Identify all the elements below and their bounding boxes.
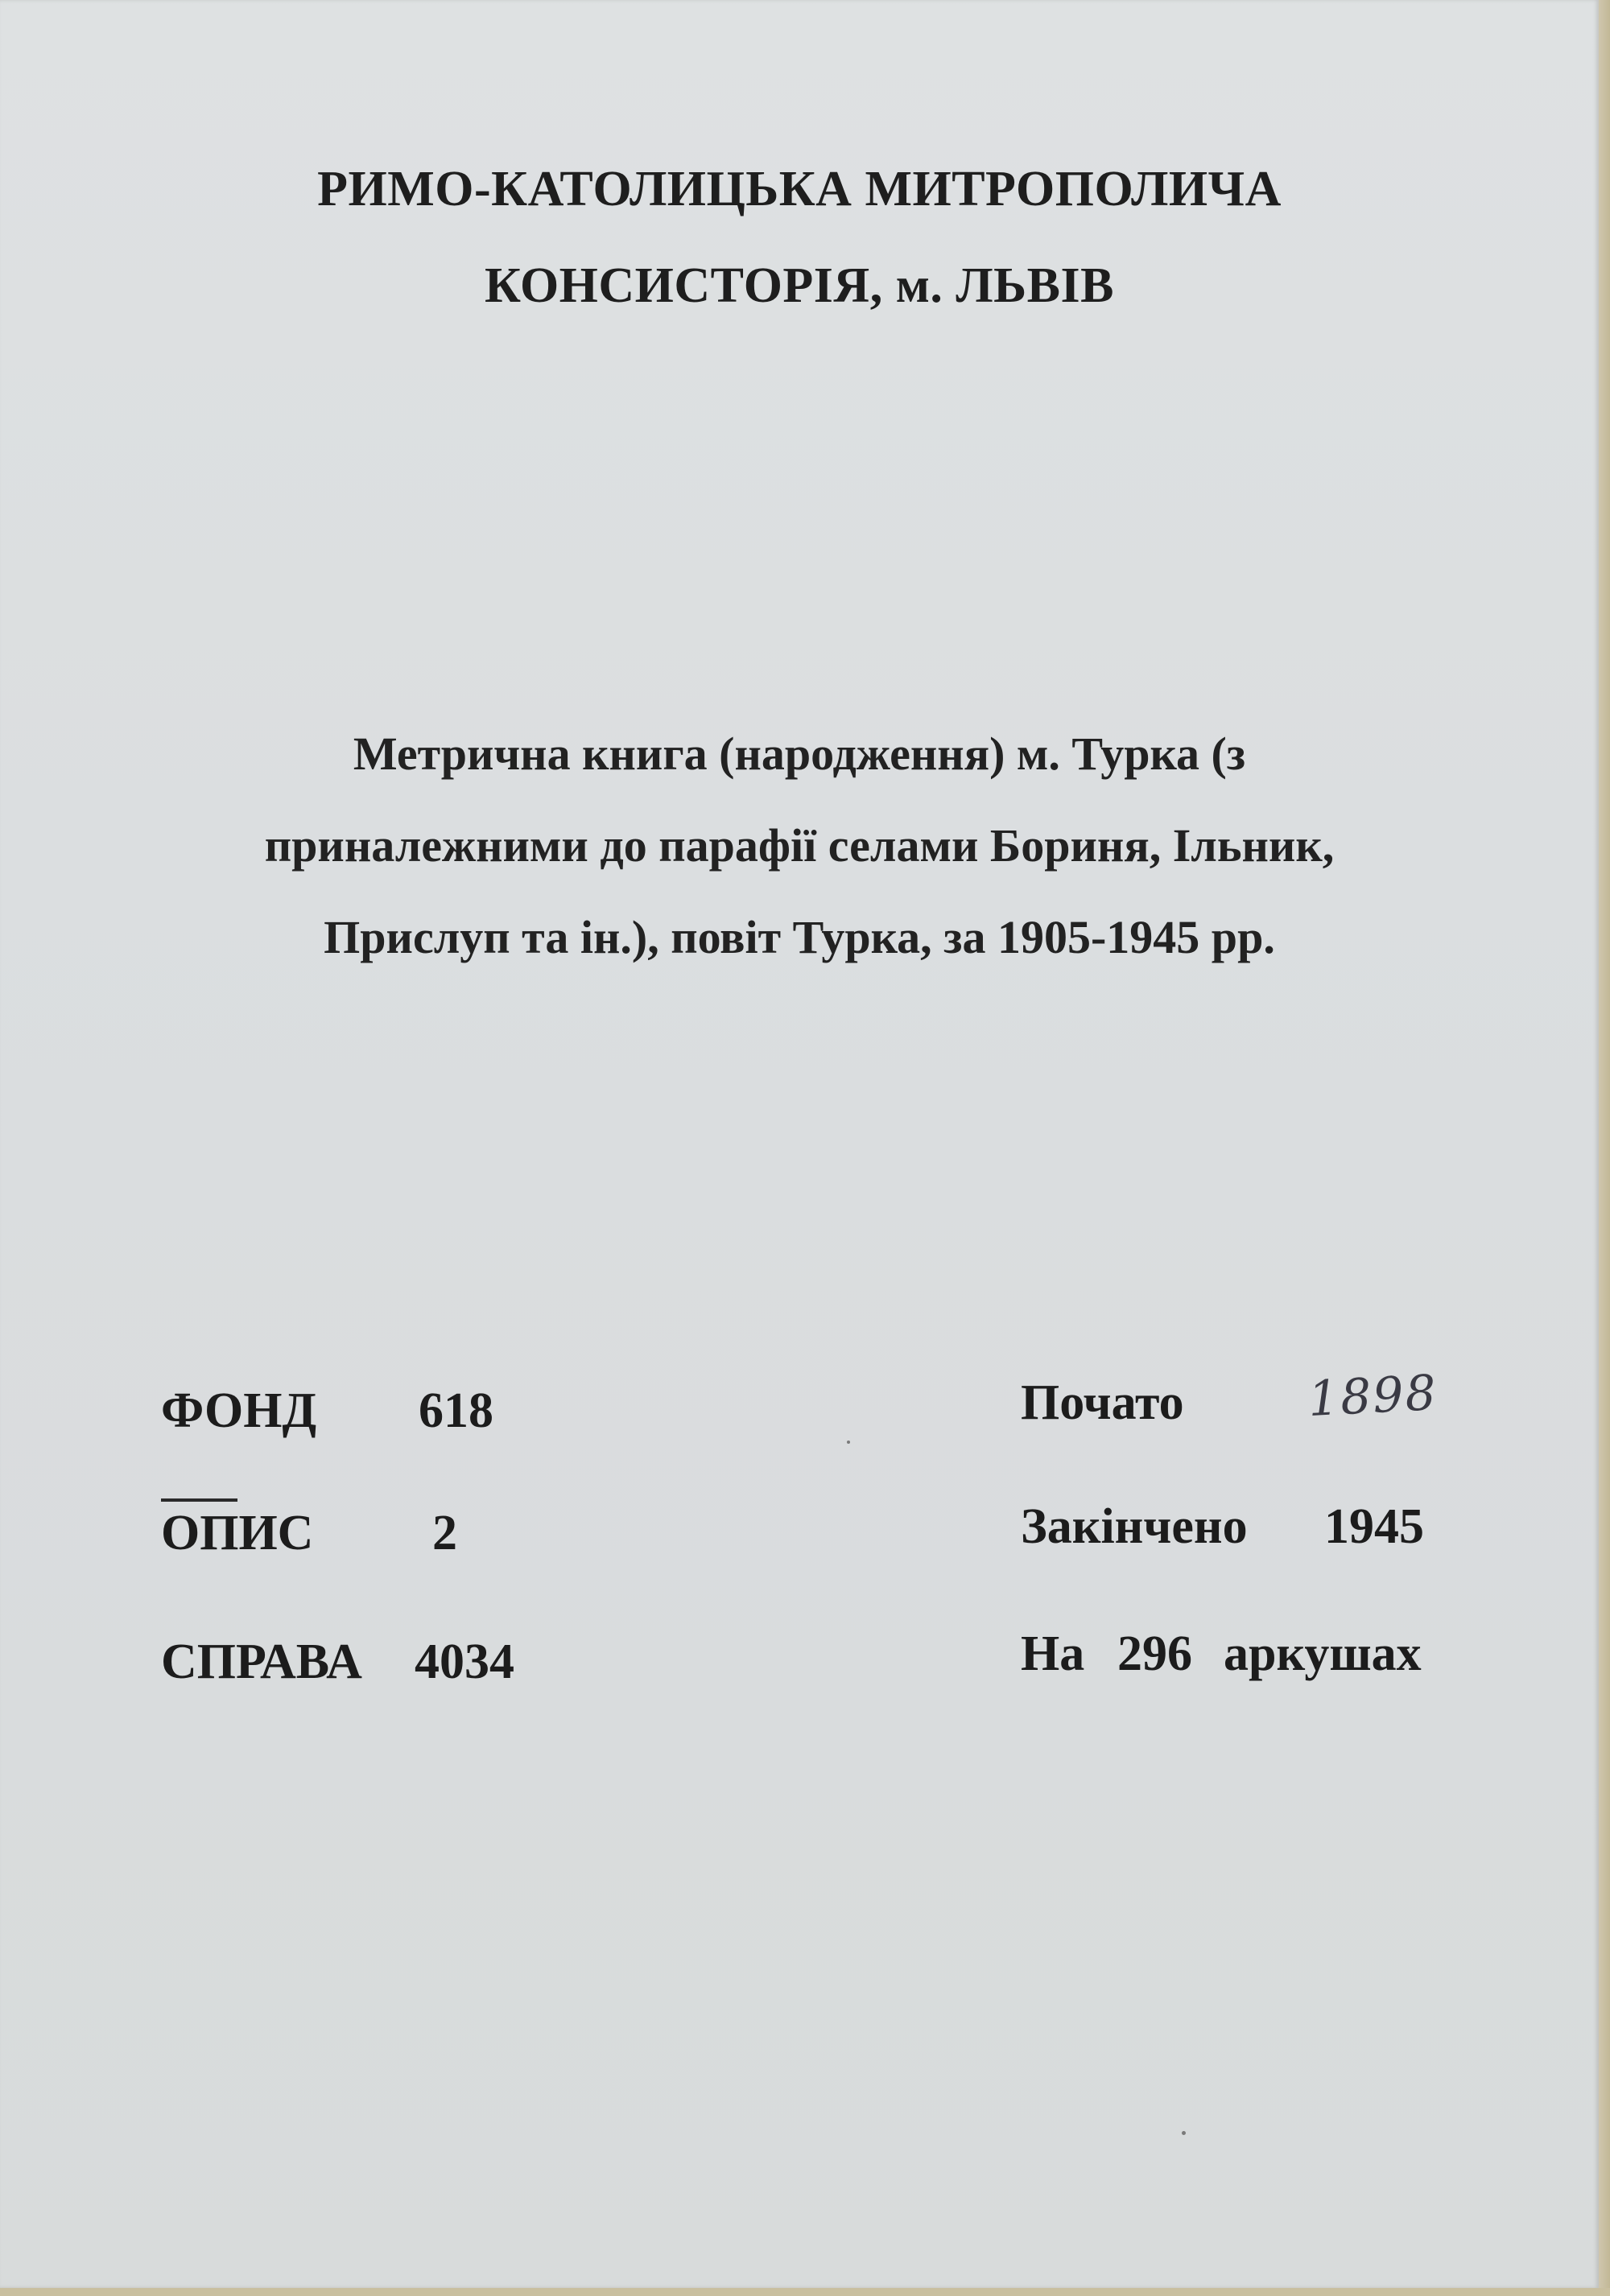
fond-label: ФОНД	[161, 1383, 317, 1438]
archive-header	[0, 141, 1599, 334]
title-line-3: Прислуп та ін.), повіт Турка, за 1905-1945 рр.	[324, 911, 1275, 963]
header-line-1: РИМО-КАТОЛИЦЬКА МИТРОПОЛИЧА	[317, 162, 1282, 216]
sheets-suffix: аркушах	[1224, 1626, 1422, 1681]
opys-value: 2	[432, 1506, 457, 1560]
opys-overline	[161, 1498, 237, 1502]
finished-label: Закінчено	[1021, 1499, 1248, 1554]
started-label: Почато	[1021, 1375, 1184, 1430]
paper-speck	[1182, 2131, 1186, 2135]
opys-label: ОПИС	[161, 1506, 314, 1560]
sprava-label: СПРАВА	[161, 1634, 362, 1689]
finished-value: 1945	[1324, 1499, 1424, 1554]
title-line-1: Метрична книга (народження) м. Турка (з	[353, 728, 1246, 780]
document-title	[0, 708, 1599, 983]
sprava-value: 4034	[415, 1634, 514, 1689]
background-bottom-edge	[0, 2288, 1610, 2296]
background-edge	[1599, 0, 1610, 2296]
started-value-handwritten: 1898	[1307, 1364, 1439, 1428]
sheets-prefix: На	[1021, 1626, 1085, 1681]
fond-value: 618	[419, 1383, 493, 1438]
header-line-2: КОНСИСТОРІЯ, м. ЛЬВІВ	[485, 258, 1114, 313]
sheets-value: 296	[1117, 1626, 1192, 1681]
paper-speck	[847, 1441, 850, 1444]
title-line-2: приналежними до парафії селами Бориня, Ільник,	[264, 819, 1335, 872]
